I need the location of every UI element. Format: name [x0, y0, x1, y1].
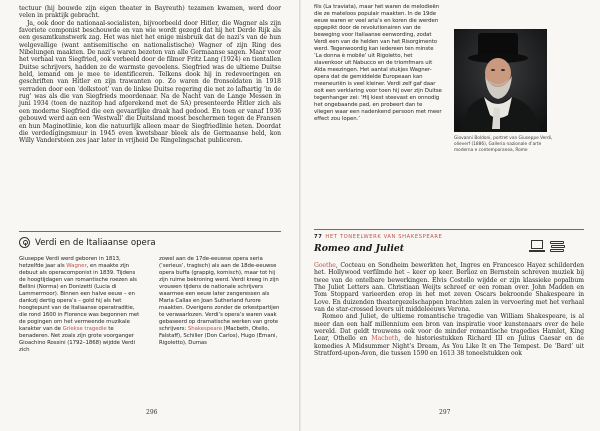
link-griekse-tragedie[interactable]: Griekse tragedie: [62, 326, 107, 332]
left-body-text: [19, 5, 281, 145]
section-title-romeo: Romeo and Juliet: [314, 243, 405, 254]
link-goethe[interactable]: Goethe: [314, 262, 336, 269]
right-body-text: [314, 262, 584, 357]
link-wagner[interactable]: Wagner: [66, 263, 87, 269]
left-paragraph-2: Ja, ook door de nationaal-socialisten, bijvoorbeeld door Hitler, die Wagner als zijn favoriete componist beschouwde en van wie wordt gezegd dat hij het Derde Rijk als een gesamtkunstwerk zag. Het was niet het enige misbruik dat de nazi’s van de hun welgevallige (want antisemitische en nationalistische) Wagner of zijn Ring des Nibelungen maakten. De nazi’s waren bezeten van alle Germaanse sagen. Maar voor het verhaal van Siegfried, ook verbeeld door de filmer Fritz Lang (1924) en tientallen Duitse schrijvers, hadden ze de warmste gevoelens. Siegfried was de ultieme Duitse held, iemand om je mee te identificeren. Telkens dook hij in redevoeringen en geschriften van Hitler en zijn trawanten op. Zo waren de fronsoldaten in 1918 verraden door een ‘dolkstoot’ van de linkse Duitse regering die net zo lafhartig ‘in de rug’ was als die van Siegfrieds moordenaar. Na de Nacht van de Lange Messen in juni 1934 (toen de nazitop had afgerekend met de SA) presenteerde Hitler zich als een moderne Siegfried die een gevaarlijke draak had gedood. En toen er vanaf 1936 gebouwd werd aan een ‘Westwall’ die Duitsland moest beschermen tegen de Fransen en hun Maginotlinie, kon die natuurlijk alleen maar de Siegfriedlinie heten. Doordat die verdedigingsmuur in 1945 even kwetsbaar bleek als de Germaanse held, kon Willy Vandersteen zes jaar later in vrijheid De Ringelingschat publiceren.: [19, 19, 281, 145]
right-body-text-2: Romeo and Juliet, de ultieme romantische tragedie van William Shakespeare, is al meer dan een half millennium een bron van inspiratie voor kunstenaars over de hele wereld. Dat geldt trouwens ook voor de minder romantische tragedies Hamlet, King Lear, Othello en: [314, 313, 584, 343]
portrait-illustration: [454, 29, 547, 132]
media-icons: [529, 240, 565, 254]
portrait-caption: Giovanni Boldoni, portret van Giuseppe Verdi, olieverf (1886), Galleria nazionale d’arte moderna e contemporanea, Rome: [454, 136, 553, 153]
right-col-text-1: fils (La traviata), maar het waren de melodieën die ze mateloos populair maakten. In de 19de eeuw waren er veel aria’s en koren die werden opgepikt door de revolutionairen van de beweging voor Italiaanse eenwording, zodat Verdi een van de helden van het Risorgimento werd. Tegenwoordig kan iedereen ten minste ‘La donna è mobile’ uit Rigoletto, het slavenkoor uit Nabucco en de triomfmars uit Aïda meezingen. Het aantal stukjes Wagner-opera dat de gemiddelde Europeaan kan meeneuriën is veel kleiner. Verdi zelf gaf daar ooit een verklaring voor toen hij over zijn Duitse tegenhanger zei: ‘Hij kiest steevast en onnodig het ongebaande pad, en probeert dan te vliegen waar een nadenkend persoon met meer effect zou lopen.’: [314, 4, 442, 122]
left-column-1: [19, 256, 141, 354]
left-column-2: [159, 256, 281, 347]
right-page: [301, 0, 600, 431]
section-heading: [19, 237, 156, 248]
right-column-text: [314, 4, 442, 123]
section-title: Verdi en de Italiaanse opera: [35, 237, 156, 248]
link-shakespeare[interactable]: Shakespeare: [187, 326, 222, 332]
chapter-label: HET TONEELWERK VAN SHAKESPEARE: [325, 234, 443, 240]
page-number-left: 296: [146, 409, 158, 416]
chapter-number: 77: [314, 234, 323, 240]
left-page: [0, 0, 299, 431]
chapter-header: [314, 234, 442, 240]
col2-text-1: zowel aan de 17de-eeuwse opera seria (‘serieus’, tragisch) als aan de 18de-eeuwse opera buffa (grappig, komisch), maar tot hij zijn ruime bekroning werd. Verdi kreeg in zijn vrouwen tijdens de nationale schrijvers waarmee een eeuw later zangeressen als Maria Callas en Joan Sutherland furore maakten. Overigens zonder de orkestpartijen te verwaarlozen. Verdi’s opera’s waren vaak gebaseerd op dramatische werken van grote schrijvers:: [159, 256, 280, 332]
col1-text-3: te benaderen. Net zoals zijn grote voorganger Gioachino Rossini (1792–1868) wijdde Verdi zich: [19, 326, 135, 353]
laptop-icon: [529, 240, 545, 254]
page-number-right: 297: [439, 409, 451, 416]
right-body-text-1: , Cocteau en Sondheim bewerkten het, Ingres en Francesco Hayez schilderden het. Hollywood verfilmde het – keer op keer. Berlioz en Bernstein schreven muziek bij twee van de ontelbare bewerkingen. Elvis Costello wijdde er zijn klassieke popalbum The Juliet Letters aan. Christiaan Weijts schreef er een roman over. John Madden en Tom Stoppard varieerden erop in het met zeven Oscars bekroonde Shakespeare in Love. En duizenden theatergezelschappen brachten zalen in vervoering met het verhaal van de star-crossed lovers uit middeleeuws Verona.: [314, 262, 584, 314]
verdi-portrait: [454, 29, 547, 132]
left-paragraph-1: tectuur (hij bouwde zijn eigen theater in Bayreuth) tezamen kwamen, werd door velen in praktijk gebracht.: [19, 5, 281, 20]
col1-text-2: , en maakte zijn debuut als operacomponist in 1839. Tijdens de hoogtijdagen van romantische roezen als Bellini (Norma) en Donizetti (Lucia di Lammermoor). Binnen een halve eeuw – en dankzij dertig opera’s – gold hij als het hoogtepunt van de Italiaanse operatraditie, die rond 1600 in Florence was begonnen met de pogingen om het vermeende muzikale karakter van de: [19, 263, 140, 332]
music-note-icon: [19, 237, 30, 248]
section-divider: [19, 231, 281, 232]
link-macbeth[interactable]: Macbeth: [371, 335, 399, 343]
right-body-text-3: , de historiestukken Richard III en Julius Caesar en de komedies A Midsummer Night’s Dream, As You Like It en The Tempest. De ‘Bard’ uit Stratford-upon-Avon, die tussen 1590 en 1613 38 toneelstukken ook: [314, 335, 584, 358]
books-icon: [549, 240, 565, 254]
col2-text-2: (Macbeth, Otello, Falstaff), Schiller (Don Carlos), Hugo (Ernani, Rigoletto), Dumas: [159, 326, 278, 346]
col1-text-1: Giuseppe Verdi werd geboren in 1813, hetzelfde jaar als: [19, 256, 121, 269]
chapter-divider: [314, 229, 584, 230]
